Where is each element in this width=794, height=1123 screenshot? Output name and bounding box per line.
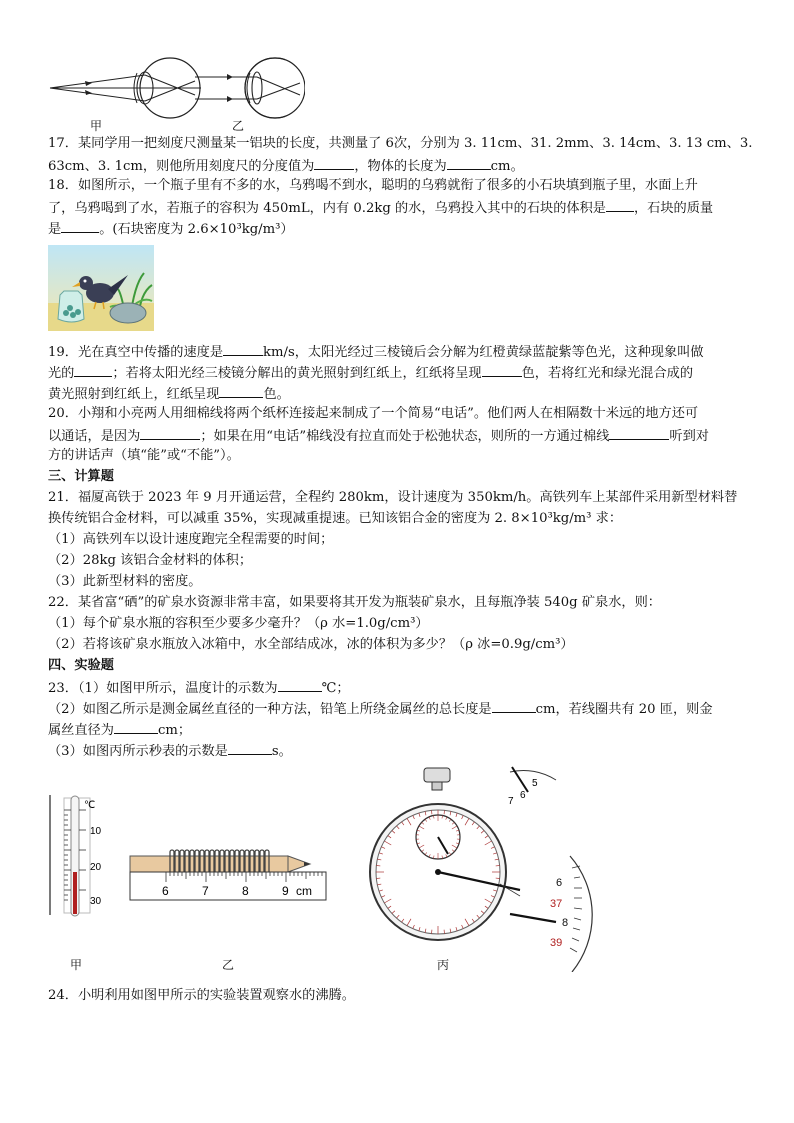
- eye-label-jia: 甲: [90, 119, 103, 133]
- q18-line1: 18．如图所示，一个瓶子里有不多的水，乌鸦喝不到水，聪明的乌鸦就衔了很多的小石块填到瓶子里，水面上升: [48, 178, 698, 193]
- q22-sub2: （2）若将该矿泉水瓶放入冰箱中，水全部结成冰，冰的体积为多少？（ρ 冰=0.9g/cm³）: [48, 637, 574, 652]
- thermometer-figure: [44, 790, 114, 920]
- eye-yi-diagram-2: [185, 55, 305, 125]
- ruler-tick-7: 7: [202, 884, 209, 898]
- q20-line1: 20．小翔和小亮两人用细棉线将两个纸杯连接起来制成了一个简易“电话”。他们两人在相隔数十米远的地方还可: [48, 406, 699, 421]
- q23-line1: 23．（1）如图甲所示，温度计的示数为 ℃；: [48, 677, 748, 699]
- q23-blank-1[interactable]: [278, 677, 322, 692]
- q23-line4: （3）如图丙所示秒表的示数是 s。: [48, 740, 748, 762]
- q18-line2: 了，乌鸦喝到了水，若瓶子的容积为 450mL，内有 0.2kg 的水，乌鸦投入其中的石块的体积是 ，石块的质量: [48, 197, 748, 219]
- q19-blank-2[interactable]: [74, 362, 112, 377]
- sw-scale-label-8: 8: [562, 917, 569, 929]
- sw-scale-label-39: 39: [550, 937, 563, 949]
- q21-sub1: （1）高铁列车以设计速度跑完全程需要的时间；: [48, 532, 334, 547]
- q21-sub3: （3）此新型材料的密度。: [48, 574, 202, 589]
- thermo-tick-30: 30: [90, 896, 102, 907]
- q17-line1: 17．某同学用一把刻度尺测量某一铝块的长度，共测量了 6次，分别为 3. 11cm、31. 2mm、3. 14cm、3. 13 cm、3.: [48, 136, 753, 151]
- section-3-heading: 三、计算题: [48, 469, 114, 484]
- q17-blank-2[interactable]: [447, 155, 491, 170]
- sw-outer-label-5: 5: [532, 778, 538, 789]
- thermo-tick-20: 20: [90, 862, 102, 873]
- q21-sub2: （2）28kg 该铝合金材料的体积；: [48, 553, 253, 568]
- section-4-heading: 四、实验题: [48, 658, 114, 673]
- q19-line3: 黄光照射到红纸上，红纸呈现 色。: [48, 383, 748, 405]
- sw-outer-label-6: 6: [520, 790, 526, 801]
- q23-blank-4[interactable]: [228, 740, 272, 755]
- q22-sub1: （1）每个矿泉水瓶的容积至少要多少毫升？（ρ 水=1.0g/cm³）: [48, 616, 429, 631]
- sw-outer-label-7: 7: [508, 796, 514, 807]
- q23-line3: 属丝直径为 cm；: [48, 719, 748, 741]
- ruler-tick-9: 9: [282, 884, 289, 898]
- q20-blank-1[interactable]: [140, 425, 200, 440]
- thermometer-liquid: [73, 872, 77, 914]
- ruler-tick-6: 6: [162, 884, 169, 898]
- fig-label-yi: 乙: [222, 958, 235, 972]
- pencil-ruler-figure: [128, 838, 328, 904]
- q17-blank-1[interactable]: [314, 155, 354, 170]
- q20-blank-2[interactable]: [609, 425, 669, 440]
- q18-blank-2[interactable]: [61, 218, 99, 233]
- q17-line2: 63cm、3. 1cm，则他所用刻度尺的分度值为 ，物体的长度为 cm。: [48, 155, 748, 177]
- q23-line2: （2）如图乙所示是测金属丝直径的一种方法，铅笔上所绕金属丝的总长度是 cm，若线圈共有 20 匝，则金: [48, 698, 748, 720]
- sw-scale-label-6: 6: [556, 877, 563, 889]
- q20-line2: 以通话，是因为 ；如果在用“电话”棉线没有拉直而处于松弛状态，则所的一方通过棉线 听到对: [48, 425, 748, 447]
- q19-line2: 光的 ；若将太阳光经三棱镜分解出的黄光照射到红纸上，红纸将呈现 色，若将红光和绿光混合成的: [48, 362, 748, 384]
- q21-line2: 换传统铝合金材料，可以减重 35%，实现减重提速。已知该铝合金的密度为 2. 8×10³kg/m³ 求：: [48, 511, 623, 526]
- sw-scale-label-37: 37: [550, 898, 563, 910]
- q22-line1: 22．某省富“硒”的矿泉水资源非常丰富，如果要将其开发为瓶装矿泉水，且每瓶净装 540g 矿泉水，则：: [48, 595, 661, 610]
- stopwatch-figure: [360, 762, 600, 972]
- q18-blank-1[interactable]: [606, 197, 634, 212]
- ruler-tick-8: 8: [242, 884, 249, 898]
- q19-line1: 19．光在真空中传播的速度是 km/s，太阳光经过三棱镜后会分解为红橙黄绿蓝靛紫等色光，这种现象叫做: [48, 341, 748, 363]
- fig-label-jia: 甲: [70, 958, 83, 972]
- ruler-unit: cm: [296, 884, 312, 898]
- q19-blank-4[interactable]: [219, 383, 263, 398]
- q19-blank-3[interactable]: [482, 362, 522, 377]
- fig-label-bing: 丙: [437, 958, 450, 972]
- q18-line3: 是 。(石块密度为 2.6×10³kg/m³）: [48, 218, 748, 240]
- thermo-tick-10: 10: [90, 826, 102, 837]
- q23-blank-3[interactable]: [114, 719, 158, 734]
- eye-jia-arrows: [45, 55, 185, 125]
- eye-label-yi: 乙: [232, 119, 245, 133]
- q23-blank-2[interactable]: [492, 698, 536, 713]
- thermo-unit: ℃: [84, 800, 96, 811]
- q24-line: 24．小明利用如图甲所示的实验装置观察水的沸腾。: [48, 988, 355, 1003]
- q20-line3: 方的讲话声（填“能”或“不能”）。: [48, 448, 240, 463]
- q21-line1: 21．福厦高铁于 2023 年 9 月开通运营，全程约 280km，设计速度为 350km/h。高铁列车上某部件采用新型材料替: [48, 490, 738, 505]
- crow-bottle-picture: [48, 245, 154, 331]
- q19-blank-1[interactable]: [223, 341, 263, 356]
